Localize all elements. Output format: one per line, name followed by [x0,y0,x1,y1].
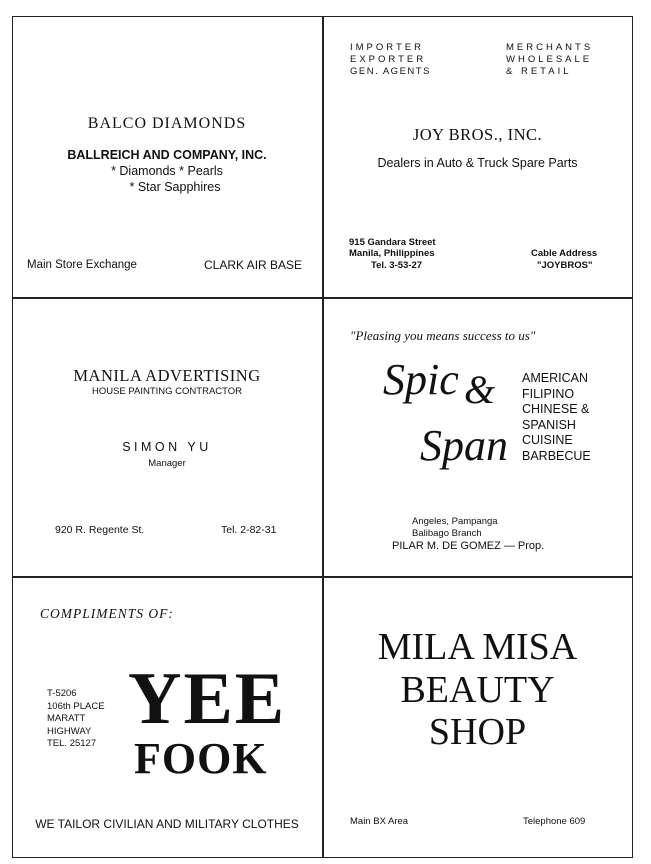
logo-word-spic: Spic [383,355,459,404]
address-line: 106th PLACE [47,700,105,712]
proprietor: PILAR M. DE GOMEZ — Prop. [392,540,545,552]
telephone: Tel. 3-53-27 [371,260,423,271]
product-line: * Diamonds * Pearls [111,164,223,178]
ad-title: BALCO DIAMONDS [87,115,247,132]
slogan: "Pleasing you means success to us" [350,328,536,343]
business-type: GEN. AGENTS [350,66,431,77]
address: 920 R. Regente St. [55,524,145,536]
ad-title: MANILA ADVERTISING [73,366,261,385]
address-line: Manila, Philippines [349,248,435,259]
address-line: 915 Gandara Street [349,237,436,248]
base-name: CLARK AIR BASE [204,258,303,272]
business-type: EXPORTER [350,54,427,65]
compliments-heading: COMPLIMENTS OF: [40,606,174,621]
address-line: MARATT [47,713,86,724]
telephone: Tel. 2-82-31 [221,524,277,536]
person-role: Manager [148,458,186,469]
branch: Balibago Branch [412,528,482,539]
yee-fook-address [47,688,105,751]
logo-word-span: Span [420,421,508,470]
address-line: T-5206 [47,688,77,699]
cuisine-item: SPANISH [522,417,576,432]
logo-ampersand: & [464,367,496,412]
ad-subtitle: HOUSE PAINTING CONTRACTOR [91,386,243,397]
business-type: MERCHANTS [506,42,594,53]
cuisine-item: BARBECUE [522,448,591,463]
company-name: BALLREICH AND COMPANY, INC. [67,148,267,162]
product-line: * Star Sapphires [129,180,221,194]
tagline: WE TAILOR CIVILIAN AND MILITARY CLOTHES [35,817,299,831]
cuisine-list [522,371,591,464]
headline-line: SHOP [428,711,527,753]
person-name: SIMON YU [122,440,212,454]
store-location: Main Store Exchange [27,259,137,271]
headline-line: BEAUTY [400,669,555,711]
cuisine-item: CHINESE & [522,402,590,416]
address-line: HIGHWAY [47,725,92,737]
address-line: TEL. 25127 [47,738,97,749]
cable-address: "JOYBROS" [537,260,593,271]
ad-subtitle: Dealers in Auto & Truck Spare Parts [377,156,578,170]
telephone: Telephone 609 [523,816,586,827]
cuisine-item: FILIPINO [522,386,575,401]
logo-word-yee: YEE [128,658,287,740]
headline-line: MILA MISA [377,626,578,668]
business-type: & RETAIL [506,66,572,77]
business-type: IMPORTER [350,42,424,53]
location: Main BX Area [350,816,409,827]
cuisine-item: CUISINE [522,433,573,447]
cable-label: Cable Address [531,248,598,259]
row-divider-1 [12,297,633,299]
cuisine-item: AMERICAN [522,371,588,385]
location: Angeles, Pampanga [412,516,498,527]
business-type: WHOLESALE [506,54,593,65]
ad-title: JOY BROS., INC. [412,125,543,144]
logo-word-fook: FOOK [134,734,268,783]
row-divider-2 [12,576,633,578]
